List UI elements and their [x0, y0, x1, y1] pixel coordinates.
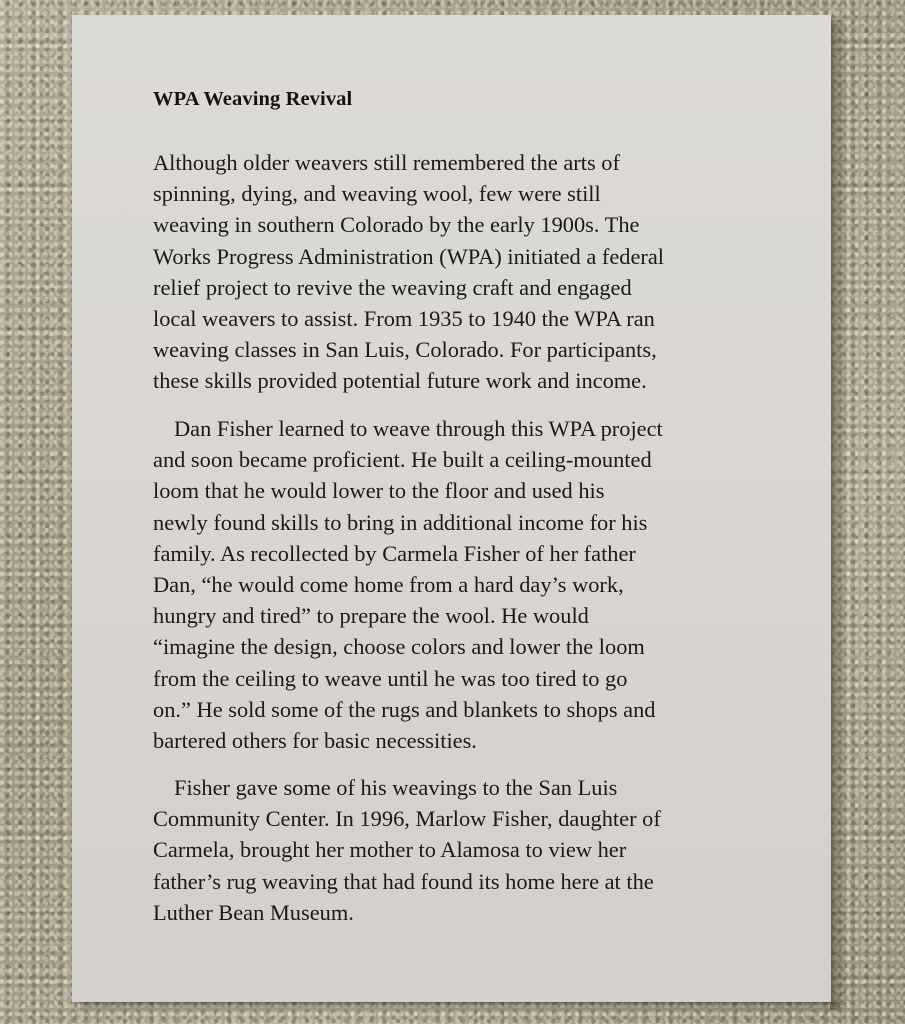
text-line: loom that he would lower to the floor and used his — [153, 478, 605, 504]
text-line: bartered others for basic necessities. — [153, 728, 477, 754]
text-line: newly found skills to bring in additional income for his — [153, 509, 648, 535]
text-line: Community Center. In 1996, Marlow Fisher, daughter of — [153, 806, 661, 832]
placard-title: WPA Weaving Revival — [153, 88, 353, 110]
text-line: spinning, dying, and weaving wool, few were still — [153, 181, 601, 207]
text-line: these skills provided potential future work and income. — [153, 368, 647, 394]
text-line: family. As recollected by Carmela Fisher of her father — [153, 540, 636, 566]
text-line: from the ceiling to weave until he was too tired to go — [153, 665, 628, 691]
placard-shadow-right — [830, 20, 848, 1010]
text-line: Dan, “he would come home from a hard day’s work, — [153, 572, 624, 598]
text-line: on.” He sold some of the rugs and blankets to shops and — [153, 696, 656, 722]
text-line: weaving classes in San Luis, Colorado. For participants, — [153, 337, 657, 363]
paragraph-museum-donation — [153, 772, 661, 928]
text-line: weaving in southern Colorado by the early 1900s. The — [153, 212, 640, 238]
paragraph-wpa-history — [153, 147, 664, 397]
text-line: Although older weavers still remembered the arts of — [153, 150, 620, 175]
text-line: Luther Bean Museum. — [153, 899, 354, 925]
paragraph-dan-fisher — [153, 413, 663, 756]
text-line: hungry and tired” to prepare the wool. He would — [153, 603, 589, 629]
text-line: “imagine the design, choose colors and lower the loom — [153, 634, 645, 660]
text-line: Dan Fisher learned to weave through this WPA project — [174, 416, 663, 441]
text-line: relief project to revive the weaving craft and engaged — [153, 274, 632, 300]
text-line: father’s rug weaving that had found its home here at the — [153, 868, 654, 894]
museum-placard — [72, 15, 831, 1002]
placard-shadow-bottom — [80, 1002, 840, 1012]
text-line: Works Progress Administration (WPA) initiated a federal — [153, 243, 665, 269]
text-line: Fisher gave some of his weavings to the San Luis — [174, 775, 618, 800]
text-line: and soon became proficient. He built a ceiling-mounted — [153, 447, 652, 473]
text-line: local weavers to assist. From 1935 to 1940 the WPA ran — [153, 306, 655, 332]
text-line: Carmela, brought her mother to Alamosa to view her — [153, 837, 627, 863]
